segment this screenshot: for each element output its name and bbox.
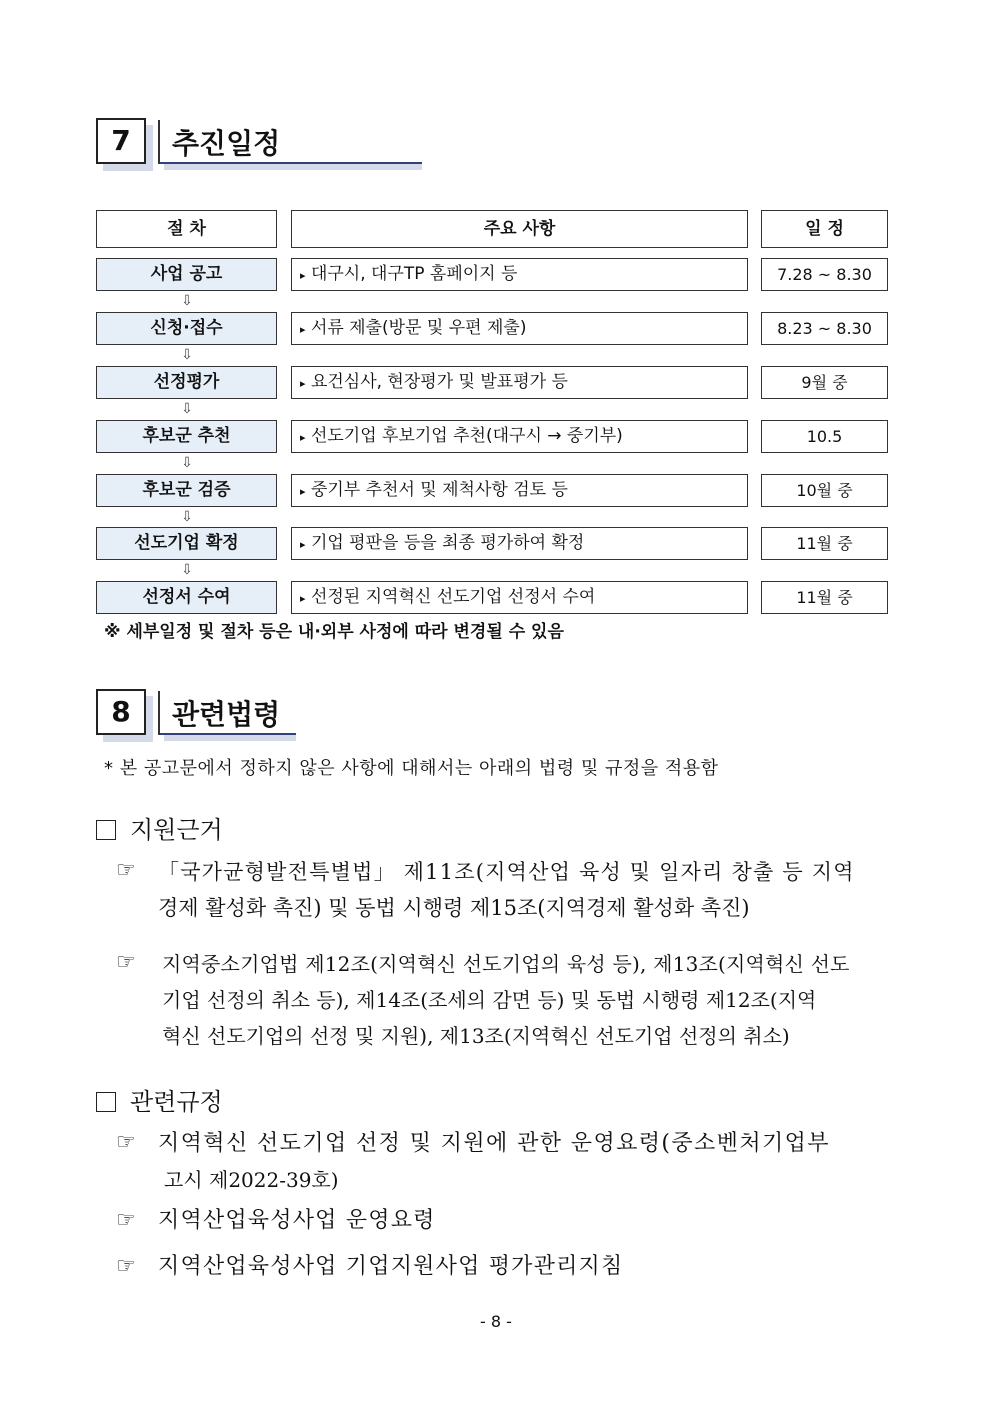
basis-heading (96, 810, 223, 845)
pointer-icon: ☞ (116, 1254, 136, 1279)
content-text: 선도기업 후보기업 추천(대구시 → 중기부) (310, 426, 623, 446)
step-cell: 선정평가 (96, 366, 277, 399)
section-7-number: 7 (96, 118, 146, 164)
down-arrow-icon: ⇩ (181, 455, 193, 471)
content-cell (291, 258, 748, 291)
schedule-note: ※ 세부일정 및 절차 등은 내·외부 사정에 따라 변경될 수 있음 (104, 622, 564, 642)
date-cell: 10.5 (761, 420, 888, 453)
date-cell: 8.23 ~ 8.30 (761, 312, 888, 345)
bullet-icon: ▸ (300, 323, 306, 336)
page-number: - 8 - (480, 1312, 512, 1331)
content-cell (291, 581, 748, 614)
date-cell: 7.28 ~ 8.30 (761, 258, 888, 291)
law-line: 기업 선정의 취소 등), 제14조(조세의 감면 등) 및 동법 시행령 제12조(지역 (162, 988, 817, 1012)
rules-heading (96, 1082, 223, 1117)
content-cell (291, 366, 748, 399)
content-text: 선정된 지역혁신 선도기업 선정서 수여 (310, 587, 596, 607)
regulation-item (158, 1203, 898, 1239)
down-arrow-icon: ⇩ (181, 293, 193, 309)
bullet-icon: ▸ (300, 538, 306, 551)
regulation-line: 지역산업육성사업 기업지원사업 평가관리지침 (158, 1254, 624, 1279)
date-cell: 10월 중 (761, 474, 888, 507)
header-step: 절 차 (96, 210, 277, 248)
section-8-divider (158, 691, 160, 735)
content-cell (291, 312, 748, 345)
law-line: 지역중소기업법 제12조(지역혁신 선도기업의 육성 등), 제13조(지역혁신 선도 (162, 952, 850, 976)
pointer-icon: ☞ (116, 1208, 136, 1233)
law-line: 혁신 선도기업의 선정 및 지원), 제13조(지역혁신 선도기업 선정의 취소) (162, 1024, 790, 1048)
content-text: 중기부 추천서 및 제척사항 검토 등 (310, 480, 568, 500)
bullet-icon: ▸ (300, 592, 306, 605)
down-arrow-icon: ⇩ (181, 401, 193, 417)
regulation-line: 고시 제2022-39호) (164, 1168, 339, 1192)
section-7-underline-shadow (164, 164, 422, 170)
content-cell (291, 474, 748, 507)
rules-heading-text: 관련규정 (130, 1088, 223, 1116)
step-cell: 후보군 추천 (96, 420, 277, 453)
date-cell: 11월 중 (761, 581, 888, 614)
content-text: 대구시, 대구TP 홈페이지 등 (310, 264, 518, 284)
header-date: 일 정 (761, 210, 888, 248)
section-8-underline-shadow (164, 735, 296, 741)
regulation-line: 지역혁신 선도기업 선정 및 지원에 관한 운영요령(중소벤처기업부 (158, 1131, 830, 1156)
square-checkbox-icon (96, 1092, 116, 1112)
square-checkbox-icon (96, 820, 116, 840)
step-cell: 사업 공고 (96, 258, 277, 291)
law-line: 경제 활성화 촉진) 및 동법 시행령 제15조(지역경제 활성화 촉진) (158, 896, 750, 920)
down-arrow-icon: ⇩ (181, 509, 193, 525)
section-8-number: 8 (96, 689, 146, 735)
regulation-item (158, 1126, 898, 1198)
basis-heading-text: 지원근거 (130, 816, 223, 844)
regulation-line: 지역산업육성사업 운영요령 (158, 1208, 436, 1233)
section-8-intro: * 본 공고문에서 정하지 않은 사항에 대해서는 아래의 법령 및 규정을 적용함 (104, 758, 719, 779)
date-cell: 9월 중 (761, 366, 888, 399)
date-cell: 11월 중 (761, 527, 888, 560)
bullet-icon: ▸ (300, 431, 306, 444)
down-arrow-icon: ⇩ (181, 347, 193, 363)
law-line: 「국가균형발전특별법」 제11조(지역산업 육성 및 일자리 창출 등 지역 (158, 860, 855, 884)
pointer-icon: ☞ (116, 1130, 136, 1155)
content-cell (291, 420, 748, 453)
content-text: 요건심사, 현장평가 및 발표평가 등 (310, 372, 568, 392)
bullet-icon: ▸ (300, 377, 306, 390)
step-cell: 선정서 수여 (96, 581, 277, 614)
section-7-divider (158, 120, 160, 164)
bullet-icon: ▸ (300, 269, 306, 282)
law-item (158, 854, 898, 926)
content-text: 기업 평판을 등을 최종 평가하여 확정 (310, 533, 585, 553)
header-content: 주요 사항 (291, 210, 748, 248)
law-item (162, 946, 898, 1054)
pointer-icon: ☞ (116, 858, 136, 883)
step-cell: 신청·접수 (96, 312, 277, 345)
pointer-icon: ☞ (116, 950, 136, 975)
bullet-icon: ▸ (300, 485, 306, 498)
content-cell (291, 527, 748, 560)
regulation-item (158, 1249, 898, 1285)
section-8-title: 관련법령 (172, 698, 281, 731)
content-text: 서류 제출(방문 및 우편 제출) (310, 318, 527, 338)
section-7-title: 추진일정 (172, 127, 281, 160)
step-cell: 선도기업 확정 (96, 527, 277, 560)
step-cell: 후보군 검증 (96, 474, 277, 507)
down-arrow-icon: ⇩ (181, 562, 193, 578)
